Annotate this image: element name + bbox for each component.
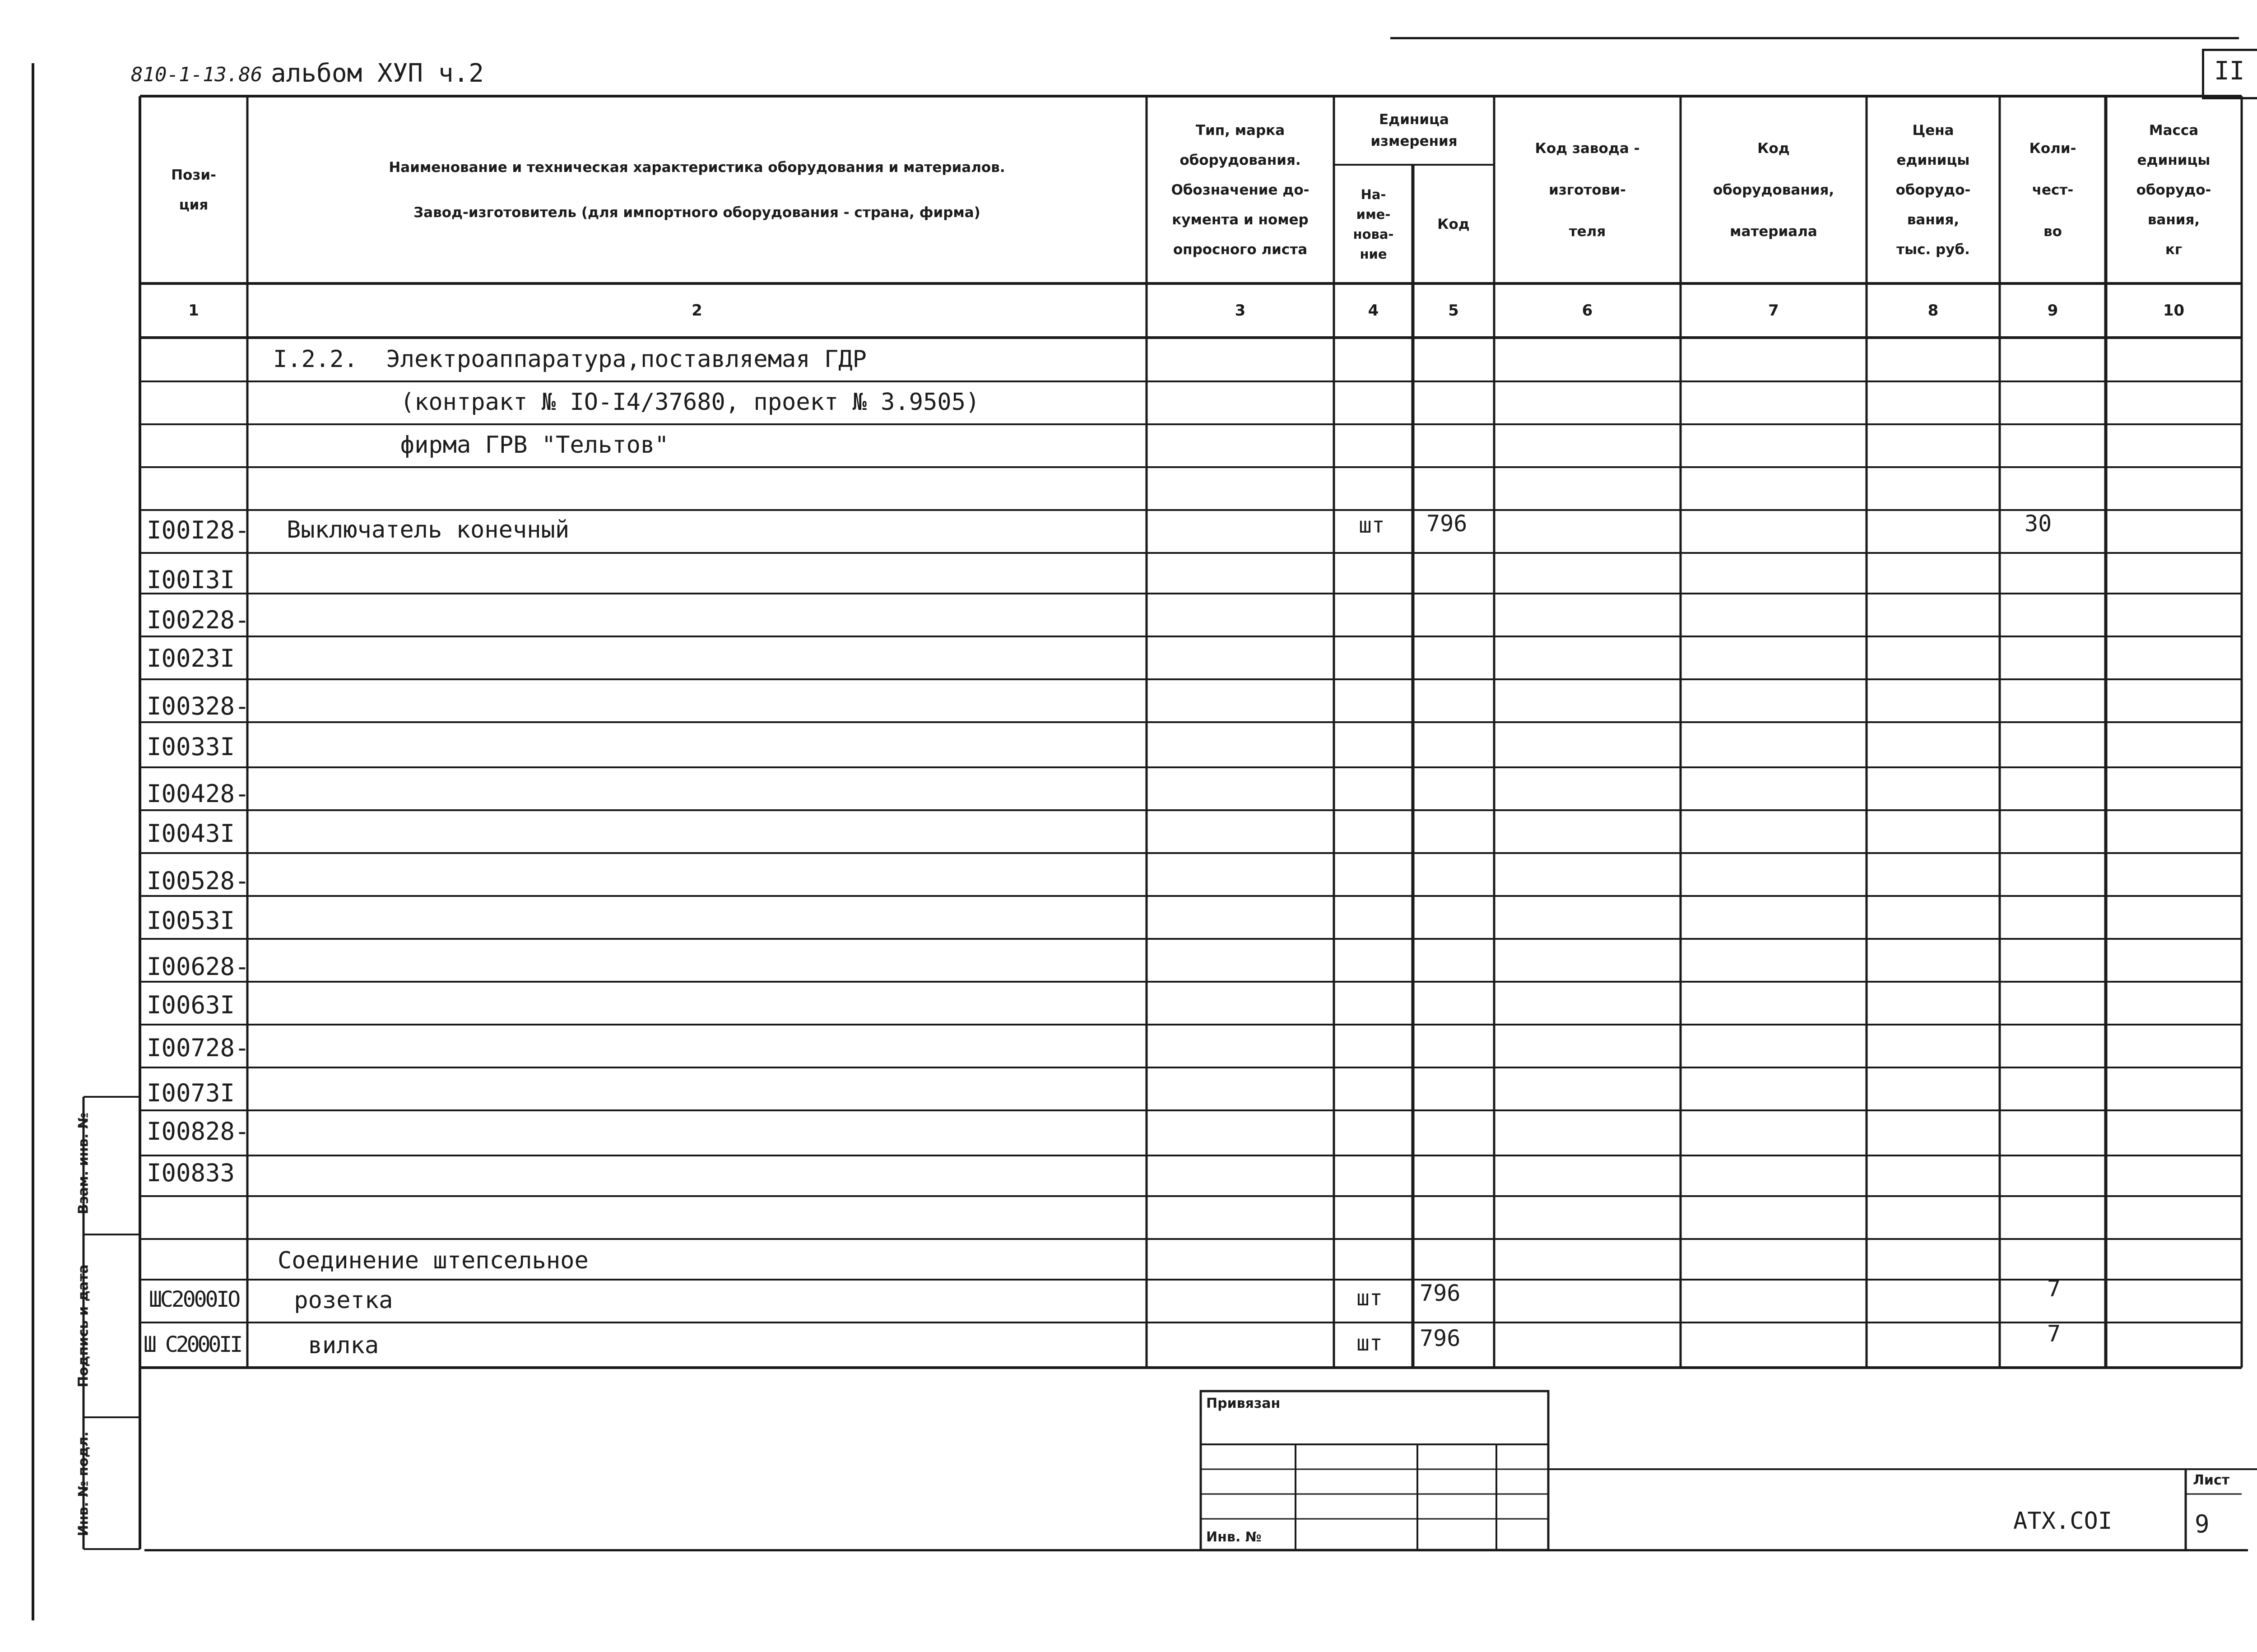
firm-line: фирма ГРВ "Тельтов" (273, 432, 669, 459)
col-num-10: 10 (2163, 302, 2185, 320)
position-cell: I00428- (147, 780, 250, 808)
col-header-type: Тип, марка оборудования. Обозначение до- кумента и номер опросного листа (1171, 122, 1310, 258)
col-header-unit-group: Единица измерения (1370, 111, 1458, 149)
item-name: Соединение штепсельное (278, 1247, 589, 1274)
col-num-2: 2 (692, 302, 702, 320)
col-header-equipment-code: Код оборудования, материала (1713, 140, 1834, 240)
doc-designation: АТХ.СОI (2013, 1508, 2113, 1535)
item-name: Выключатель конечный (287, 516, 570, 543)
quantity-value: 30 (2025, 510, 2052, 537)
quantity-value: 7 (2047, 1276, 2061, 1302)
col-num-6: 6 (1582, 302, 1593, 320)
doc-code: 810-1-13.86 (131, 63, 263, 86)
col-header-name: Наименование и техническая характеристика оборудования и материалов. Завод-изготовитель (для импортного оборудования - страна, фирма) (389, 159, 1005, 221)
unit-code: 796 (1420, 1280, 1461, 1306)
position-cell: I0073I (147, 1079, 235, 1107)
unit-name: шт (1356, 1285, 1383, 1311)
col-num-4: 4 (1368, 302, 1379, 320)
col-header-position: Пози- ция (171, 167, 216, 213)
position-cell: Ш С2000II (144, 1332, 241, 1357)
side-label-vzam: Взам. инв. № (75, 1112, 92, 1215)
col-header-mass: Масса единицы оборудо- вания, кг (2136, 122, 2211, 258)
item-name: розетка (280, 1287, 393, 1314)
item-name: вилка (280, 1332, 379, 1359)
position-cell: I0043I (147, 819, 235, 848)
position-cell: ШС2000IО (149, 1287, 239, 1312)
position-cell: I0033I (147, 733, 235, 761)
position-cell: I00628- (147, 952, 250, 981)
col-header-factory-code: Код завода - изготови- теля (1535, 140, 1640, 240)
section-title: I.2.2. Электроаппаратура,поставляемая ГДР (273, 346, 867, 373)
list-label: Лист (2193, 1472, 2230, 1488)
position-cell: I0053I (147, 906, 235, 935)
list-number: 9 (2195, 1510, 2210, 1538)
stamp-inv-no: Инв. № (1206, 1529, 1262, 1545)
col-num-5: 5 (1448, 302, 1459, 320)
col-header-price: Цена единицы оборудо- вания, тыс. руб. (1895, 122, 1971, 258)
stamp-privyazan: Привязан (1206, 1396, 1281, 1411)
col-header-unit-code: Код (1437, 216, 1470, 232)
position-cell: I00728- (147, 1034, 250, 1062)
position-cell: I00228- (147, 606, 250, 634)
col-num-3: 3 (1235, 302, 1246, 320)
position-cell: I00828- (147, 1117, 250, 1146)
unit-code: 796 (1426, 510, 1468, 537)
col-num-8: 8 (1927, 302, 1939, 320)
position-cell: I00I28- (147, 516, 250, 544)
position-cell: I0023I (147, 644, 235, 673)
position-cell: I00I3I (147, 566, 235, 594)
position-cell: I00528- (147, 867, 250, 895)
col-num-7: 7 (1768, 302, 1779, 320)
unit-name: шт (1359, 513, 1385, 538)
album-title: альбом ХУП ч.2 (271, 59, 484, 88)
position-cell: I00833 (147, 1159, 235, 1187)
side-label-inv: Инв. № подл. (75, 1431, 92, 1536)
contract-line: (контракт № IO-I4/37680, проект № 3.9505) (273, 389, 980, 416)
position-cell: I0063I (147, 991, 235, 1019)
quantity-value: 7 (2047, 1321, 2061, 1347)
position-cell: I00328- (147, 692, 250, 720)
sheet-roman: II (2214, 56, 2245, 86)
col-num-9: 9 (2047, 302, 2058, 320)
col-header-quantity: Коли- чест- во (2029, 140, 2076, 240)
side-label-podpis: Подпись и дата (75, 1264, 92, 1387)
col-num-1: 1 (188, 302, 199, 320)
unit-code: 796 (1420, 1325, 1461, 1351)
unit-name: шт (1356, 1331, 1383, 1356)
col-header-unit-name: На- име- нова- ние (1353, 186, 1394, 262)
